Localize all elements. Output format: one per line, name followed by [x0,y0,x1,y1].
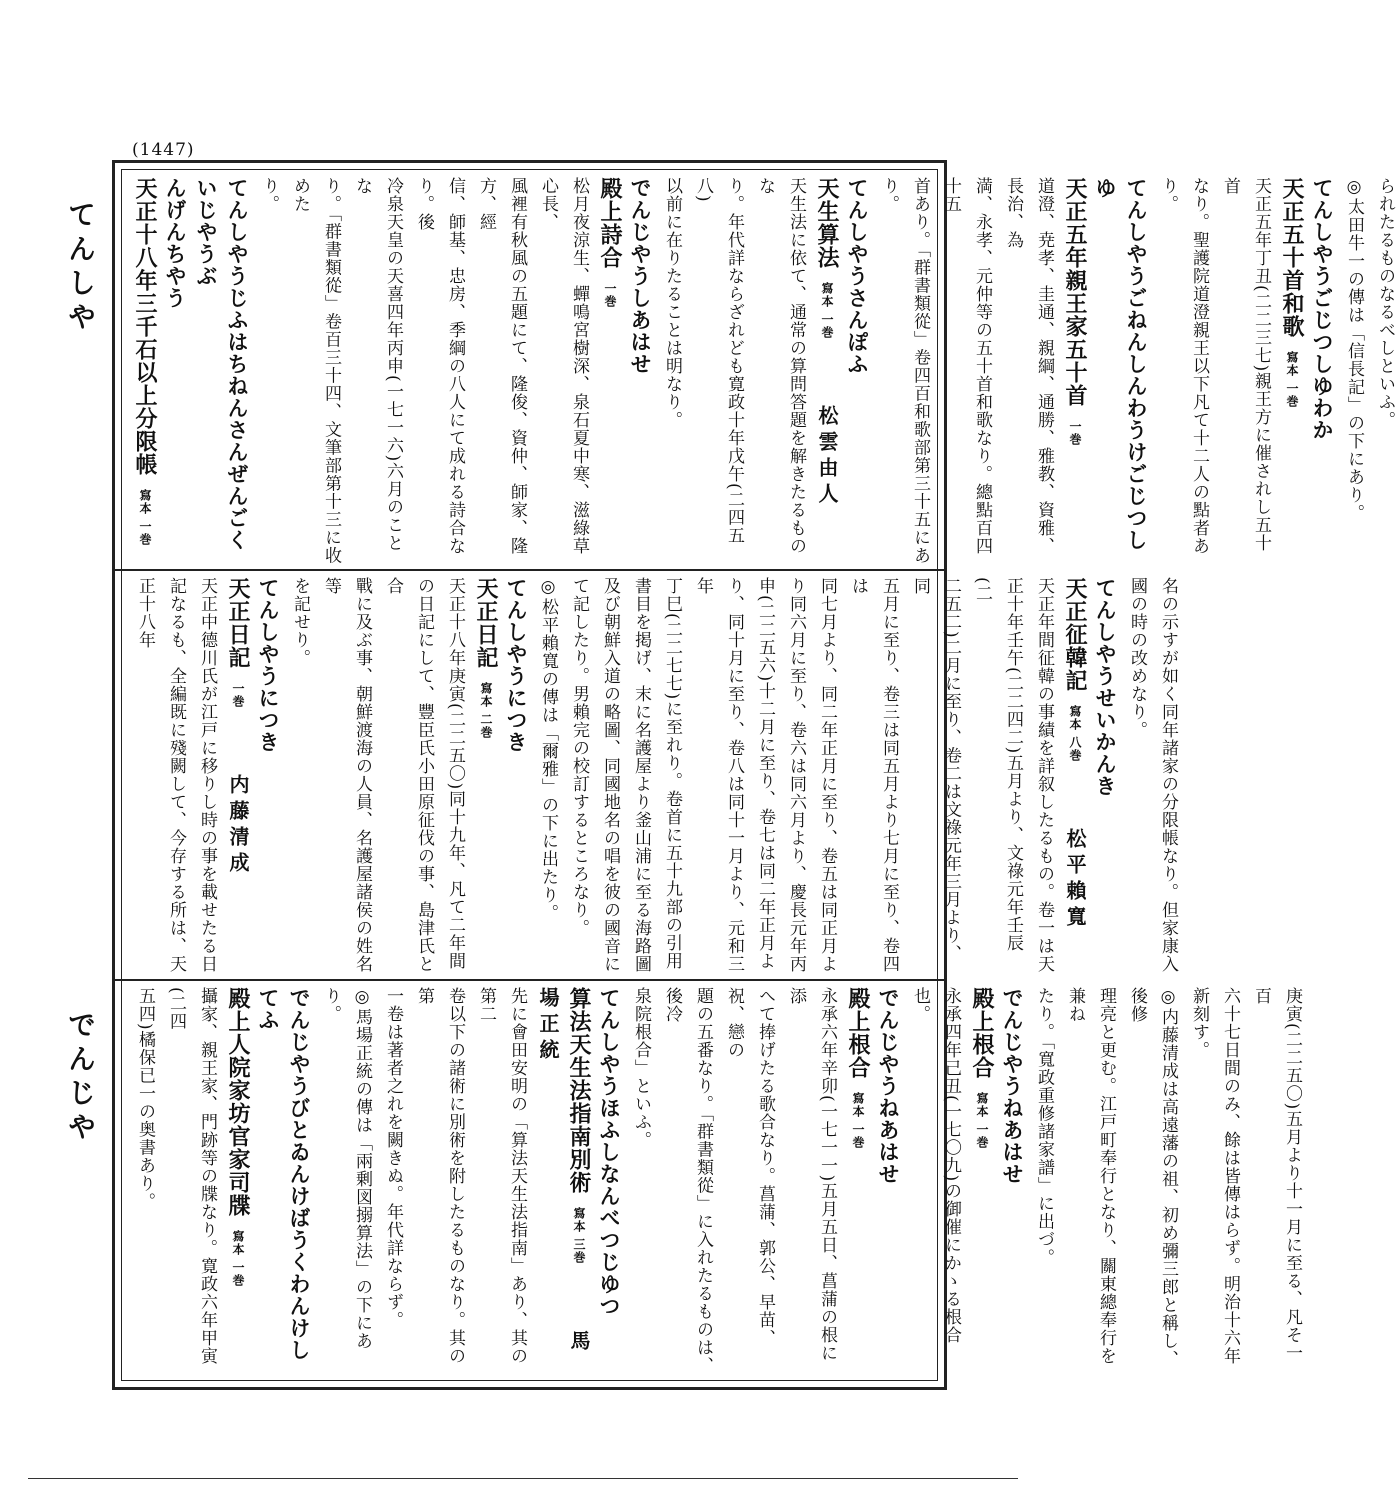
body-text-line: 首あり。「群書類從」卷四百和歌部第三十五にあり。 [879,177,930,565]
entry-title [1059,177,1090,565]
body-text-line: 理亮と更む。江戸町奉行となり、關東總奉行を兼ね [1065,987,1116,1365]
entry-title [594,177,625,565]
entry-volume-note: 寫本 一巻 [138,476,152,547]
body-text-line: 卷以下の諸術に別術を附したるものなり。其の第 [414,987,465,1365]
body-text-line: 題の五番なり。「群書類從」に入れたるものは、後冷 [662,987,713,1375]
body-text-line: の日記にして、豐臣氏小田原征伐の事、島津氏と合 [383,577,434,973]
body-text-line: ◎内藤清成は高遠藩の祖、初め彌三郎と稱し、後修 [1127,987,1178,1368]
section-divider [115,979,944,981]
body-text-line: 一卷は著者之れを闕きぬ。年代詳ならず。 [383,987,403,1329]
running-head-top: てんしや [64,200,97,336]
entry-author: 馬場正統 [536,987,591,1357]
body-text-line: 丁巳(二二七七)に至れり。卷首に五十九部の引用 [662,577,682,971]
body-text-line: 満、永孝、元仲等の五十首和歌なり。總點百四十五 [941,177,992,555]
entry-title-text: 天正五年親王家五十首 [1062,177,1088,407]
entry-heading: てんしやうごじつしゆわか [1310,177,1335,441]
entry-title [966,987,997,1377]
body-text-line: り。「群書類從」卷百三十四、文筆部第十三に收めた [290,177,341,565]
body-text-line: 六十七日間のみ、餘は皆傳はらず。明治十六年 [1220,987,1240,1365]
entry-title-text: 算法天生法指南別術 [566,987,592,1194]
entry-author: 松平賴寬 [1063,802,1087,933]
entry-heading: てんしやうさんぽふ [845,177,870,375]
section-middle [129,577,1178,973]
body-text-line: 風裡有秋風の五題にて、隆俊、資仲、師家、隆方、經 [476,177,527,555]
entry-heading: てんしやうにつき [256,577,281,753]
body-text-line: へて捧げたる歌合なり。菖蒲、郭公、早苗、祝、戀の [724,987,775,1347]
body-text-line: 松月夜涼生、蟬鳴宮樹深、泉石夏中寒、滋綠草心長、 [538,177,589,555]
entry-volume-note: 寫本 二巻 [479,669,493,740]
entry-title-text: 殿上根合 [845,987,871,1079]
entry-heading: でんじやうびとゐんけばうくわんけしてふ [256,987,312,1361]
text-column-block [129,177,1400,565]
section-divider [115,569,944,571]
entry-author: 松雲由人 [815,379,839,510]
section-top [129,177,1395,565]
body-text-line: 戰に及ぶ事、朝鮮渡海の人員、名護屋諸侯の姓名等 [321,577,372,973]
section-bottom [129,987,1302,1377]
body-text-line: て記したり。男賴完の校訂するところなり。 [569,577,589,937]
entry-title-text: 天正日記 [473,577,499,669]
body-text-line: 正十年壬午(二二四二)五月より、文祿元年壬辰(二 [972,577,1023,953]
body-text-line: 天正五年丁丑(二二三七)親王方に催されし五十首 [1220,177,1271,553]
body-text-line: り。 [259,177,279,213]
entry-heading: でんじやうねあはせ [876,987,901,1185]
body-text-line: 同七月より、同二年正月に至り、卷五は同正月よ [817,577,837,973]
entry-author: 内藤清成 [226,748,250,878]
entry-title-text: 天正十八年三千石以上分限帳 [132,177,158,476]
body-text-line: を記せり。 [290,577,310,667]
body-text-line: り同六月に至り、卷六は同六月より、慶長元年丙 [786,577,806,973]
body-text-line: 名の示すが如く同年諸家の分限帳なり。但家康入 [1158,577,1178,973]
entry-heading: でんじやうしあはせ [628,177,653,375]
body-text-line: 道澄、尭孝、圭通、親綱、通勝、雅教、資雅、長治、為 [1003,177,1054,555]
body-text-line: 先に會田安明の「算法天生法指南」あり、其の第二 [476,987,527,1365]
entry-heading: てんしやうほふしなんべつじゆつ [597,987,622,1317]
body-text-line: 新刻す。 [1189,987,1209,1059]
entry-volume-note: 寫本 八巻 [1068,692,1082,763]
entry-title-text: 天正征韓記 [1062,577,1088,692]
entry-volume-note: 寫本 一巻 [1285,338,1299,409]
entry-title-text: 殿上詩合 [597,177,623,269]
body-text-line: 天生法に依て、通常の算問答題を解きたるものな [755,177,806,555]
body-text-line: 攝家、親王家、門跡等の牒なり。寛政六年甲寅(二四 [166,987,217,1365]
entry-heading: でんじやうねあはせ [1000,987,1025,1185]
body-text-line: 庚寅(二二五〇)五月より十一月に至る、凡そ一百 [1251,987,1302,1363]
entry-title [532,987,594,1377]
entry-title [129,177,160,565]
body-text-line: 五月に至り、卷三は同五月より七月に至り、卷四は [848,577,899,973]
text-column-block [129,577,1183,973]
entry-title [470,577,501,973]
body-text-line: 以前に在りたることは明なり。 [662,177,682,429]
entry-volume-note: 一巻 [231,669,245,708]
entry-title-text: 天正日記 [225,577,251,669]
body-text-line: 天正中德川氏が江戸に移りし時の事を載せたる日 [197,577,217,973]
body-text-line: たり。「寬政重修諸家譜」に出づ。 [1034,987,1054,1267]
entry-heading: てんしやうじふはちねんさんぜんごくいじやうぶ [194,177,250,551]
entry-volume-note: 一巻 [1068,407,1082,446]
body-text-line: 五四)橘保已一の奥書あり。 [135,987,155,1211]
entry-volume-note: 寫本 一巻 [820,269,834,340]
entry-title [842,987,873,1377]
entry-title-text: 殿上人院家坊官家司牒 [225,987,251,1217]
entry-title [222,987,253,1377]
entry-heading: てんしやうごねんしんわうけごじつしゆ [1093,177,1149,551]
entry-title [222,577,253,973]
page-frame [112,160,1395,1390]
text-column-block [129,987,1307,1377]
body-text-line: 及び朝鮮入道の略圖、同國地名の唱を彼の國音に [600,577,620,973]
body-text-line: ◎松平賴寬の傳は「爾雅」の下に出たり。 [538,577,558,922]
body-text-line: 二五二)二月に至り、卷二は文祿元年三月より、同 [910,577,961,963]
body-text-line: なり。聖護院道澄親王以下凡て十二人の點者あり。 [1158,177,1209,555]
entry-title [1276,177,1307,565]
entry-volume-note: 寫本 一巻 [231,1217,245,1288]
entry-title-text: 天生算法 [814,177,840,269]
entry-heading: てんしやうにつき [504,577,529,753]
running-head-bottom: でんじや [64,1010,97,1146]
body-text-line: ◎馬場正統の傳は「兩剰図搦算法」の下にあり。 [321,987,372,1350]
body-text-line: られたるものなるべしといふ。 [1375,177,1395,429]
entry-volume-note: 寫本 一巻 [851,1079,865,1150]
body-text-line: 永承六年辛卯(一七一一)五月五日、菖蒲の根に添 [786,987,837,1363]
body-text-line: 泉院根合」といふ。 [631,987,651,1149]
body-text-line: ◎太田牛一の傳は「信長記」の下にあり。 [1344,177,1364,522]
entry-title [1059,577,1090,973]
body-text-line: 天正十八年庚寅(二二五〇)同十九年、凡て二年間 [445,577,465,971]
entry-title-text: 天正五十首和歌 [1279,177,1305,338]
body-text-line: り。年代詳ならざれども寛政十年戊午(二四五八) [693,177,744,545]
entry-heading: んげんちやう [163,177,188,309]
entry-volume-note: 寫本 三巻 [572,1194,586,1265]
entry-volume-note: 一巻 [603,269,617,308]
body-text-line: 書目を掲げ、末に名護屋より釜山浦に至る海路圖 [631,577,651,973]
body-text-line: 申(二二五六)十二月に至り、卷七は同二年正月よ [755,577,775,971]
entry-heading: てんしやうせいかんき [1093,577,1118,797]
page-number: (1447) [132,140,195,160]
body-text-line: 天正年間征韓の事績を詳叙したるもの。卷一は天 [1034,577,1054,973]
body-text-line: り、同十月に至り、卷八は同十一月より、元和三年 [693,577,744,973]
entry-volume-note: 寫本 一巻 [975,1079,989,1150]
body-text-line: 永承四年己丑(一七〇九)の御催にかゝる根合也。 [910,987,961,1345]
entry-title-text: 殿上根合 [969,987,995,1079]
bottom-rule [28,1478,1018,1479]
body-text-line: 信、師基、忠房、季綱の八人にて成れる詩合なり。後 [414,177,465,555]
body-text-line: 記なるも、全編既に殘闕して、今存する所は、天正十八年 [135,577,186,973]
body-text-line: 國の時の改めなり。 [1127,577,1147,739]
entry-title [811,177,842,565]
body-text-line: 冷泉天皇の天喜四年丙申(一七一六)六月のことな [352,177,403,553]
